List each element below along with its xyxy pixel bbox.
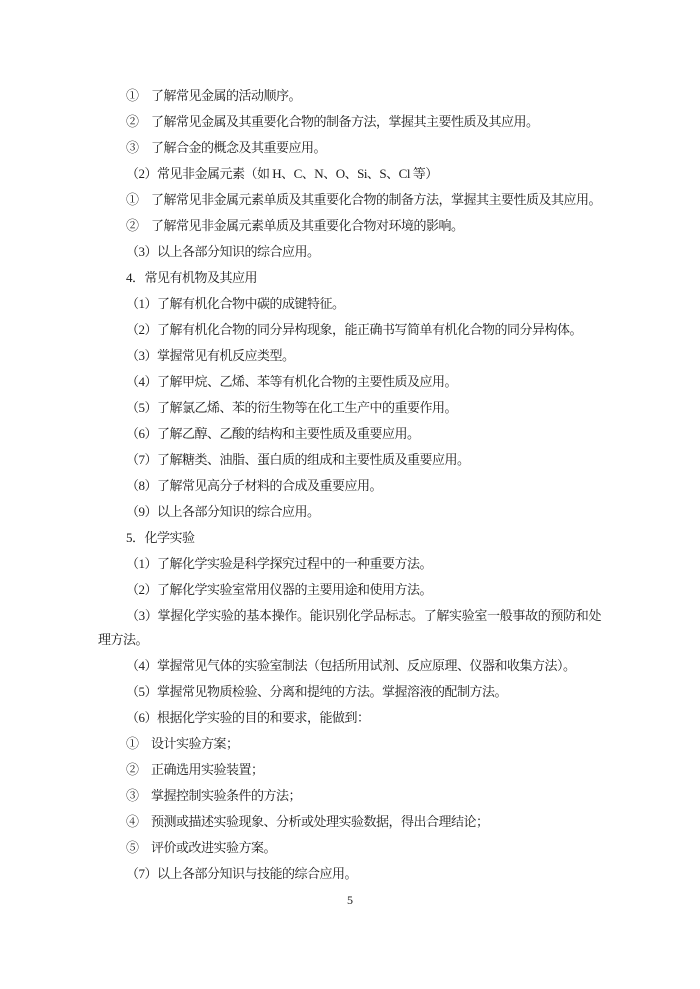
document-paragraph: ② 了解常见金属及其重要化合物的制备方法，掌握其主要性质及其应用。: [126, 114, 539, 129]
document-paragraph: 4．常见有机物及其应用: [126, 270, 258, 285]
document-paragraph: （3）以上各部分知识的综合应用。: [126, 244, 320, 259]
document-paragraph: （6）根据化学实验的目的和要求，能做到：: [126, 710, 370, 725]
document-paragraph: （9）以上各部分知识的综合应用。: [126, 504, 320, 519]
document-paragraph: （2）了解有机化合物的同分异构现象，能正确书写简单有机化合物的同分异构体。: [126, 322, 583, 337]
document-paragraph: 5．化学实验: [126, 530, 195, 545]
document-paragraph: （1）了解有机化合物中碳的成键特征。: [126, 296, 345, 311]
document-paragraph: （4）掌握常见气体的实验室制法（包括所用试剂、反应原理、仪器和收集方法）。: [126, 658, 576, 673]
document-paragraph: ② 正确选用实验装置；: [126, 762, 264, 777]
document-paragraph: ③ 了解合金的概念及其重要应用。: [126, 140, 327, 155]
document-paragraph: ③ 掌握控制实验条件的方法；: [126, 788, 302, 803]
document-paragraph: ① 了解常见非金属元素单质及其重要化合物的制备方法，掌握其主要性质及其应用。: [126, 192, 602, 207]
document-paragraph: （6）了解乙醇、乙酸的结构和主要性质及重要应用。: [126, 426, 420, 441]
document-paragraph: ① 了解常见金属的活动顺序。: [126, 88, 302, 103]
document-paragraph: （4）了解甲烷、乙烯、苯等有机化合物的主要性质及应用。: [126, 374, 458, 389]
document-paragraph: （7）了解糖类、油脂、蛋白质的组成和主要性质及重要应用。: [126, 452, 470, 467]
document-paragraph: （2）了解化学实验室常用仪器的主要用途和使用方法。: [126, 582, 433, 597]
page-number: 5: [347, 893, 353, 907]
document-body: [98, 84, 601, 888]
document-paragraph: （7）以上各部分知识与技能的综合应用。: [126, 866, 358, 881]
document-paragraph: （3）掌握常见有机反应类型。: [126, 348, 295, 363]
document-paragraph: ① 设计实验方案；: [126, 736, 239, 751]
document-paragraph: （5）掌握常见物质检验、分离和提纯的方法。掌握溶液的配制方法。: [126, 684, 508, 699]
document-paragraph: （2）常见非金属元素（如 H、C、N、O、Si、S、Cl 等）: [126, 166, 438, 181]
document-paragraph: （8）了解常见高分子材料的合成及重要应用。: [126, 478, 383, 493]
document-paragraph: （5）了解氯乙烯、苯的衍生物等在化工生产中的重要作用。: [126, 400, 458, 415]
document-paragraph: ⑤ 评价或改进实验方案。: [126, 840, 277, 855]
document-paragraph: ② 了解常见非金属元素单质及其重要化合物对环境的影响。: [126, 218, 464, 233]
document-paragraph: （3）掌握化学实验的基本操作。能识别化学品标志。了解实验室一般事故的预防和处理方法。: [98, 608, 601, 647]
document-paragraph: （1）了解化学实验是科学探究过程中的一种重要方法。: [126, 556, 433, 571]
document-paragraph: ④ 预测或描述实验现象、分析或处理实验数据，得出合理结论；: [126, 814, 489, 829]
